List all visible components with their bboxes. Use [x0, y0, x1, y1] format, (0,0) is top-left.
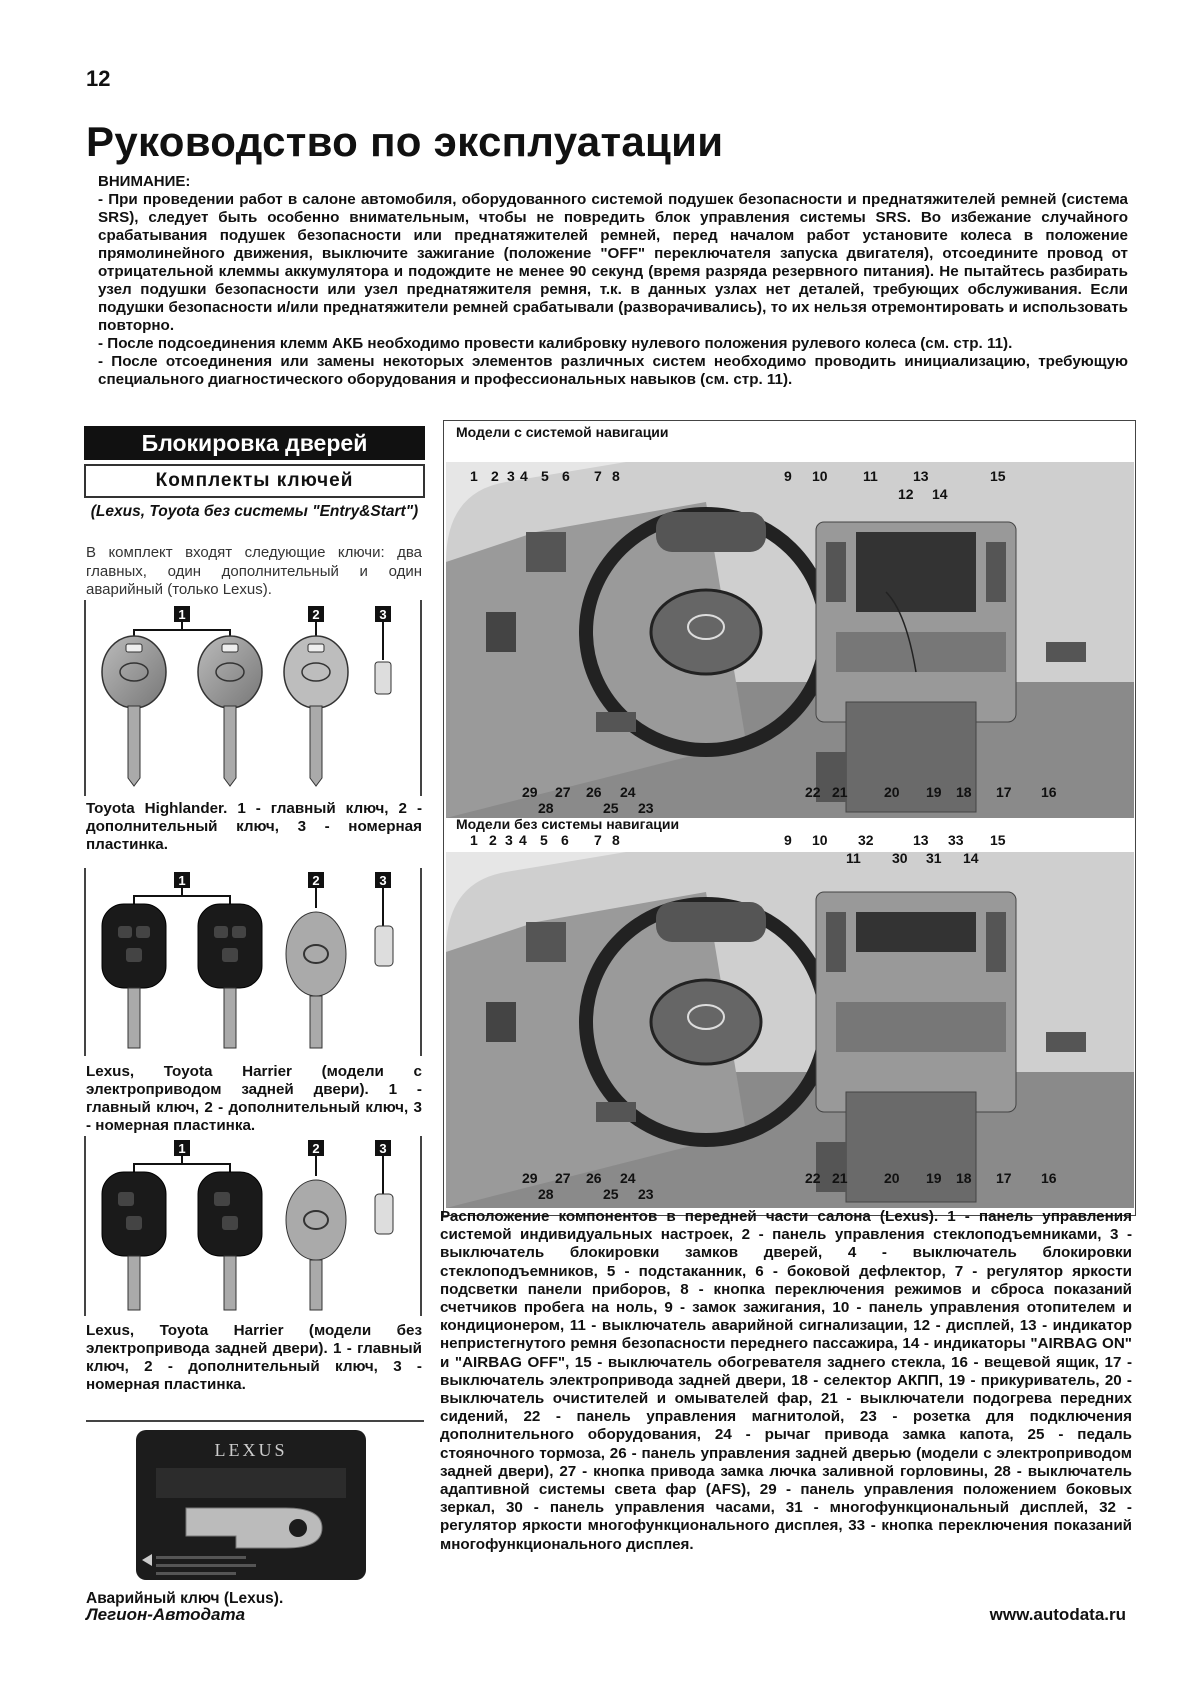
callout-number: 4	[520, 468, 528, 484]
key-figure-1	[84, 600, 422, 796]
callout-number: 15	[990, 468, 1006, 484]
callout-number: 21	[832, 784, 848, 800]
page-number: 12	[86, 66, 111, 91]
callout-number: 13	[913, 832, 929, 848]
callout-number: 14	[932, 486, 948, 502]
callout-number: 27	[555, 784, 571, 800]
callout-number: 29	[522, 1170, 538, 1186]
key-set-lexus-illustration	[86, 868, 420, 1056]
section-intro: В комплект входят следующие ключи: два главных, один дополнительный и один аварийный (только Lexus).	[86, 544, 422, 598]
dashboard-no-nav-illustration	[446, 852, 1134, 1208]
callout-number: 22	[805, 1170, 821, 1186]
callout-number: 11	[846, 850, 861, 866]
callout-number: 15	[990, 832, 1006, 848]
key-set-toyota-illustration	[86, 600, 420, 796]
callout-number: 9	[784, 468, 792, 484]
dash-figure-2	[446, 852, 1134, 1208]
key-figure-2-caption: Lexus, Toyota Harrier (модели с электроприводом задней двери). 1 - главный ключ, 2 - дополнительный ключ, 3 - номерная пластинка.	[86, 1063, 422, 1134]
callout-number: 29	[522, 784, 538, 800]
dash-figure-1-label: Модели с системой навигации	[456, 424, 669, 440]
callout-number: 25	[603, 800, 619, 816]
warning-paragraph-1: - При проведении работ в салоне автомобиля, оборудованного системой подушек безопасности и преднатяжителей ремней (система SRS), следует быть особенно внимательным, чтобы не повредить блок управления системы SRS. Во избежание случайного срабатывания подушек безопасности или преднатяжителей ремней, перед началом работ установите колеса в положение прямолинейного движения, выключите зажигание (положение "OFF" переключателя запуска двигателя), отсоедините провод от отрицательной клеммы аккумулятора и подождите не менее 90 секунд (время разряда резервного питания). Не пытайтесь разбирать узел подушки безопасности или узел преднатяжителя ремня, т.к. в данных узлах нет деталей, требующих обслуживания. Если подушки безопасности и/или преднатяжители ремней срабатывали (разворачивались), то их нельзя отремонтировать и использовать повторно.	[98, 191, 1128, 334]
callout-number: 23	[638, 800, 654, 816]
callout-number: 3	[507, 468, 515, 484]
key-set-lexus-no-power-door-illustration	[86, 1136, 420, 1316]
callout-number: 33	[948, 832, 964, 848]
warning-heading: ВНИМАНИЕ:	[98, 173, 191, 190]
svg-text:1: 1	[178, 873, 186, 888]
callout-number: 11	[863, 468, 878, 484]
emergency-key-caption: Аварийный ключ (Lexus).	[86, 1590, 284, 1607]
callout-number: 7	[594, 832, 602, 848]
callout-number: 8	[612, 468, 620, 484]
callout-number: 13	[913, 468, 929, 484]
callout-number: 7	[594, 468, 602, 484]
callout-number: 30	[892, 850, 908, 866]
footer-website: www.autodata.ru	[989, 1605, 1126, 1624]
key-figure-1-caption: Toyota Highlander. 1 - главный ключ, 2 - дополнительный ключ, 3 - номерная пластинка.	[86, 800, 422, 853]
callout-number: 1	[470, 832, 478, 848]
svg-text:2: 2	[312, 873, 320, 888]
callout-number: 5	[541, 468, 549, 484]
callout-number: 6	[561, 832, 569, 848]
svg-text:LEXUS: LEXUS	[214, 1440, 288, 1460]
callout-number: 22	[805, 784, 821, 800]
callout-number: 9	[784, 832, 792, 848]
dash-legend: Расположение компонентов в передней части салона (Lexus). 1 - панель управления системой индивидуальных настроек, 2 - панель управления стеклоподъемниками, 3 - выключатель блокировки замков дверей, 4 - выключатель блокировки стеклоподъемников, 5 - подстаканник, 6 - боковой дефлектор, 7 - регулятор яркости подсветки панели приборов, 8 - кнопка переключения режимов и сброса показаний счетчиков пробега на ноль, 9 - замок зажигания, 10 - панель управления отопителем и кондиционером, 11 - выключатель аварийной сигнализации, 12 - дисплей, 13 - индикатор непристегнутого ремня безопасности переднего пассажира, 14 - индикаторы "AIRBAG ON" и "AIRBAG OFF", 15 - выключатель обогревателя заднего стекла, 16 - вещевой ящик, 17 - выключатель электропривода задней двери, 18 - селектор АКПП, 19 - прикуриватель, 20 - выключатель очистителей и омывателей фар, 21 - выключатели подогрева передних сидений, 22 - панель управления магнитолой, 23 - розетка для подключения дополнительного оборудования, 24 - рычаг привода замка капота, 25 - педаль стояночного тормоза, 26 - панель управления задней дверью (модели с электроприводом задней двери), 27 - кнопка привода замка лючка заливной горловины, 28 - выключатель адаптивной системы света фар (AFS), 29 - панель управления положением боковых зеркал, 30 - панель управления часами, 31 - многофункциональный дисплей, 32 - регулятор яркости многофункционального дисплея, 33 - кнопка переключения показаний многофункционального дисплея.	[440, 1208, 1132, 1553]
callout-number: 32	[858, 832, 874, 848]
callout-number: 16	[1041, 1170, 1057, 1186]
callout-number: 18	[956, 784, 972, 800]
svg-text:3: 3	[379, 1141, 387, 1156]
footer-publisher: Легион-Автодата	[86, 1605, 246, 1624]
key-figure-3	[84, 1136, 422, 1316]
warning-paragraph-2: - После подсоединения клемм АКБ необходимо провести калибровку нулевого положения рулевого колеса (см. стр. 11).	[98, 335, 1013, 352]
callout-number: 21	[832, 1170, 848, 1186]
warning-block	[98, 173, 1128, 389]
callout-number: 26	[586, 1170, 602, 1186]
svg-text:2: 2	[312, 1141, 320, 1156]
callout-number: 17	[996, 784, 1012, 800]
callout-number: 4	[519, 832, 527, 848]
callout-number: 5	[540, 832, 548, 848]
callout-number: 24	[620, 784, 636, 800]
callout-number: 10	[812, 468, 828, 484]
callout-number: 3	[505, 832, 513, 848]
callout-number: 16	[1041, 784, 1057, 800]
callout-number: 28	[538, 1186, 554, 1202]
callout-number: 2	[489, 832, 497, 848]
svg-text:1: 1	[178, 607, 186, 622]
page-title: Руководство по эксплуатации	[86, 118, 724, 165]
svg-text:1: 1	[178, 1141, 186, 1156]
dash-figure-2-label: Модели без системы навигации	[456, 816, 680, 832]
callout-number: 17	[996, 1170, 1012, 1186]
callout-number: 27	[555, 1170, 571, 1186]
dash-figure-1	[446, 462, 1134, 818]
callout-number: 19	[926, 784, 942, 800]
callout-number: 1	[470, 468, 478, 484]
callout-number: 2	[491, 468, 499, 484]
section-title: Блокировка дверей	[84, 426, 425, 460]
callout-number: 23	[638, 1186, 654, 1202]
callout-number: 14	[963, 850, 979, 866]
callout-number: 20	[884, 784, 900, 800]
callout-number: 10	[812, 832, 828, 848]
callout-number: 12	[898, 486, 914, 502]
callout-number: 26	[586, 784, 602, 800]
callout-number: 19	[926, 1170, 942, 1186]
section-subtitle: Комплекты ключей	[84, 464, 425, 498]
svg-text:3: 3	[379, 873, 387, 888]
svg-text:3: 3	[379, 607, 387, 622]
callout-number: 31	[926, 850, 942, 866]
emergency-key-figure	[86, 1420, 424, 1585]
emergency-key-card-illustration	[86, 1422, 424, 1587]
callout-number: 18	[956, 1170, 972, 1186]
warning-paragraph-3: - После отсоединения или замены некоторых элементов различных систем необходимо проводить инициализацию, требующую специального диагностического оборудования и профессиональных навыков (см. стр. 11).	[98, 353, 1128, 388]
callout-number: 25	[603, 1186, 619, 1202]
callout-number: 24	[620, 1170, 636, 1186]
key-figure-3-caption: Lexus, Toyota Harrier (модели без электропривода задней двери). 1 - главный ключ, 2 - дополнительный ключ, 3 - номерная пластинка.	[86, 1322, 422, 1393]
svg-text:2: 2	[312, 607, 320, 622]
callout-number: 28	[538, 800, 554, 816]
callout-number: 6	[562, 468, 570, 484]
key-figure-2	[84, 868, 422, 1056]
callout-number: 8	[612, 832, 620, 848]
dashboard-nav-illustration	[446, 462, 1134, 818]
section-variant: (Lexus, Toyota без системы "Entry&Start")	[90, 503, 419, 520]
callout-number: 20	[884, 1170, 900, 1186]
